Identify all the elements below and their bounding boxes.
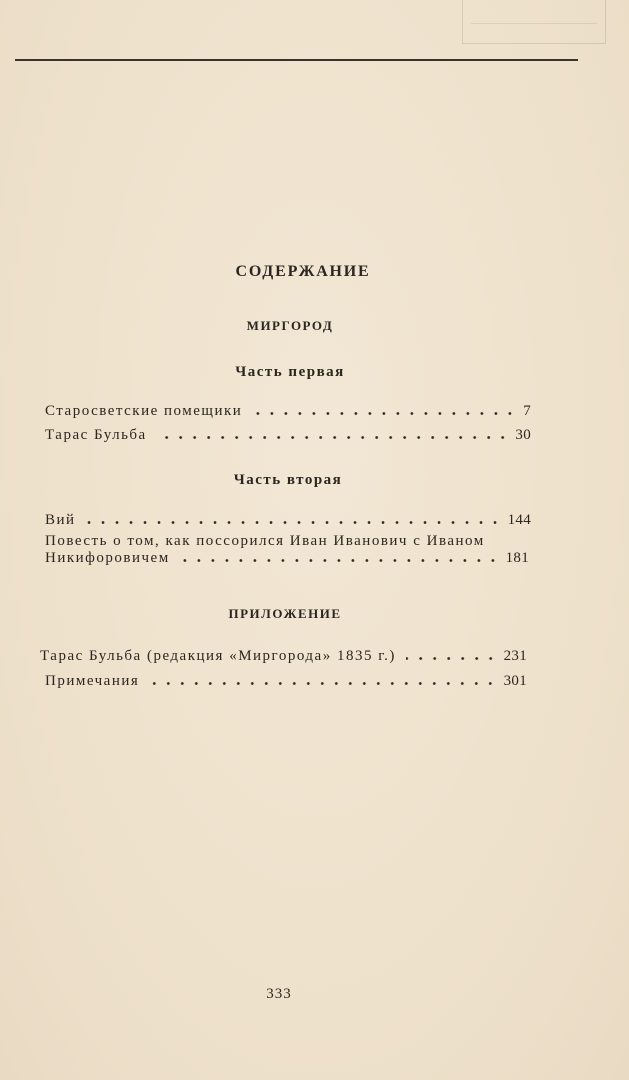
dot-leader xyxy=(86,521,502,524)
toc-entry-page: 181 xyxy=(505,550,529,566)
page-number: 333 xyxy=(266,986,292,1002)
toc-entry xyxy=(45,426,531,444)
toc-entry-title: Тарас Бульба (редакция «Миргорода» 1835 г.) xyxy=(40,648,396,664)
toc-entry-page: 144 xyxy=(507,512,531,528)
dot-leader xyxy=(252,412,517,415)
toc-entry-title-line: Повесть о том, как поссорился Иван Иванович с Иваном xyxy=(45,533,485,549)
part-two-title: Часть вторая xyxy=(233,472,343,488)
dot-leader xyxy=(406,657,498,660)
toc-entry-page: 301 xyxy=(503,673,527,689)
contents-title: СОДЕРЖАНИЕ xyxy=(235,263,371,280)
toc-entry xyxy=(45,672,527,690)
toc-entry-page: 7 xyxy=(523,403,531,419)
toc-entry xyxy=(45,511,531,529)
toc-entry-title: Вий xyxy=(45,512,76,528)
toc-entry-title: Никифоровичем xyxy=(45,550,170,566)
toc-entry-title: Старосветские помещики xyxy=(45,403,243,419)
part-one-title: Часть первая xyxy=(235,364,345,380)
toc-entry xyxy=(45,549,529,567)
toc-entry-title: Примечания xyxy=(45,673,140,689)
section-title-mirgorod: МИРГОРОД xyxy=(246,318,334,333)
toc-entry xyxy=(45,402,531,420)
library-stamp xyxy=(462,0,606,44)
top-rule xyxy=(15,59,578,61)
dot-leader xyxy=(157,436,510,439)
toc-entry-title: Тарас Бульба xyxy=(45,427,147,443)
dot-leader xyxy=(149,682,497,685)
dot-leader xyxy=(180,559,500,562)
toc-entry xyxy=(40,647,527,665)
toc-entry-page: 30 xyxy=(515,427,531,443)
appendix-title: ПРИЛОЖЕНИЕ xyxy=(228,606,342,621)
toc-entry-page: 231 xyxy=(503,648,527,664)
